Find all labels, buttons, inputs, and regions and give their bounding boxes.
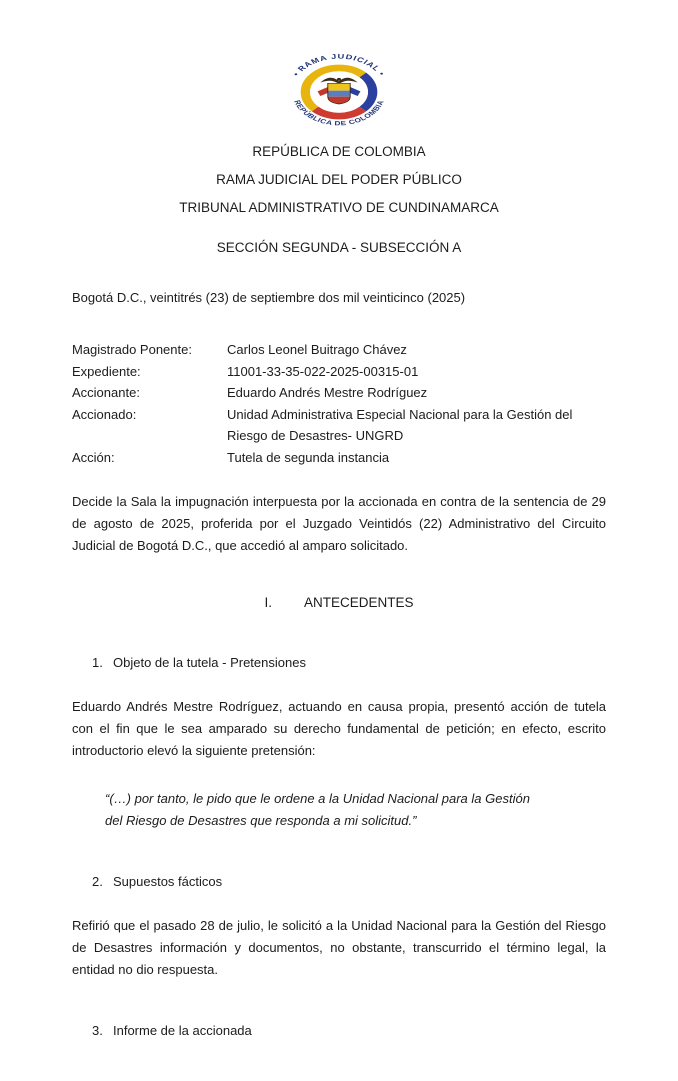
condor-head [337,78,341,81]
case-row-accion [72,447,606,469]
case-label: Magistrado Ponente: [72,342,192,357]
list-item-supuestos [92,872,606,892]
seal-svg [283,52,395,132]
quote-pretension: “(…) por tanto, le pido que le ordene a la Unidad Nacional para la Gestión del Riesgo de Desastres que responda a mi solicitud.” [105,791,530,828]
list-text: Objeto de la tutela - Pretensiones [113,655,306,670]
seal-top-text: • RAMA JUDICIAL • [290,52,388,78]
rama-judicial-seal [72,52,606,132]
header-line-tribunal: TRIBUNAL ADMINISTRATIVO DE CUNDINAMARCA [179,200,499,215]
heading-title: ANTECEDENTES [303,595,414,610]
antecedentes-heading [72,593,606,613]
list-text: Informe de la accionada [113,1023,252,1038]
list-number: 3. [92,1023,103,1038]
case-value: 11001-33-35-022-2025-00315-01 [227,363,419,379]
court-header [72,138,606,222]
intro-paragraph: Decide la Sala la impugnación interpuesta por la accionada en contra de la sentencia de 29 de agosto de 2025, proferida por el Juzgado Veintidós (22) Administrativo del Circuito Judicial de Bogotá D.C., que accedió al amparo solicitado. [72,494,606,553]
case-value: Carlos Leonel Buitrago Chávez [227,342,407,357]
case-value: Tutela de segunda instancia [227,449,390,465]
supuestos-paragraph: Refirió que el pasado 28 de julio, le solicitó a la Unidad Nacional para la Gestión del Riesgo de Desastres información y documentos, no obstante, transcurrido el término legal, la entidad no dio respuesta. [72,918,606,977]
list-item-objeto [92,653,606,673]
case-value: Unidad Administrativa Especial Nacional para la Gestión del Riesgo de Desastres- UNGRD [227,406,573,443]
list-text: Supuestos fácticos [113,874,223,889]
case-row-accionado [72,404,606,447]
list-number: 1. [92,655,103,670]
header-line-republica: REPÚBLICA DE COLOMBIA [252,144,426,159]
case-label: Acción: [72,449,115,465]
seal-bottom-text: REPÚBLICA DE COLOMBIA [291,99,387,128]
case-label: Expediente: [72,363,141,379]
case-label: Accionante: [72,385,140,400]
objeto-paragraph: Eduardo Andrés Mestre Rodríguez, actuando en causa propia, presentó acción de tutela con el fin que le sea amparado su derecho fundamental de petición; en efecto, escrito introductorio elevó la siguiente pretensión: [72,699,606,758]
case-value: Eduardo Andrés Mestre Rodríguez [227,385,428,400]
list-item-informe [92,1021,606,1041]
case-row-magistrado [72,339,606,361]
heading-numeral: I. [264,595,272,610]
section-heading: SECCIÓN SEGUNDA - SUBSECCIÓN A [216,240,462,255]
header-line-rama-judicial: RAMA JUDICIAL DEL PODER PÚBLICO [216,172,462,187]
case-row-expediente [72,361,606,383]
case-row-accionante [72,382,606,404]
case-table [72,339,606,468]
dateline: Bogotá D.C., veintitrés (23) de septiembre dos mil veinticinco (2025) [72,290,466,305]
list-number: 2. [92,874,103,889]
case-label: Accionado: [72,406,137,422]
